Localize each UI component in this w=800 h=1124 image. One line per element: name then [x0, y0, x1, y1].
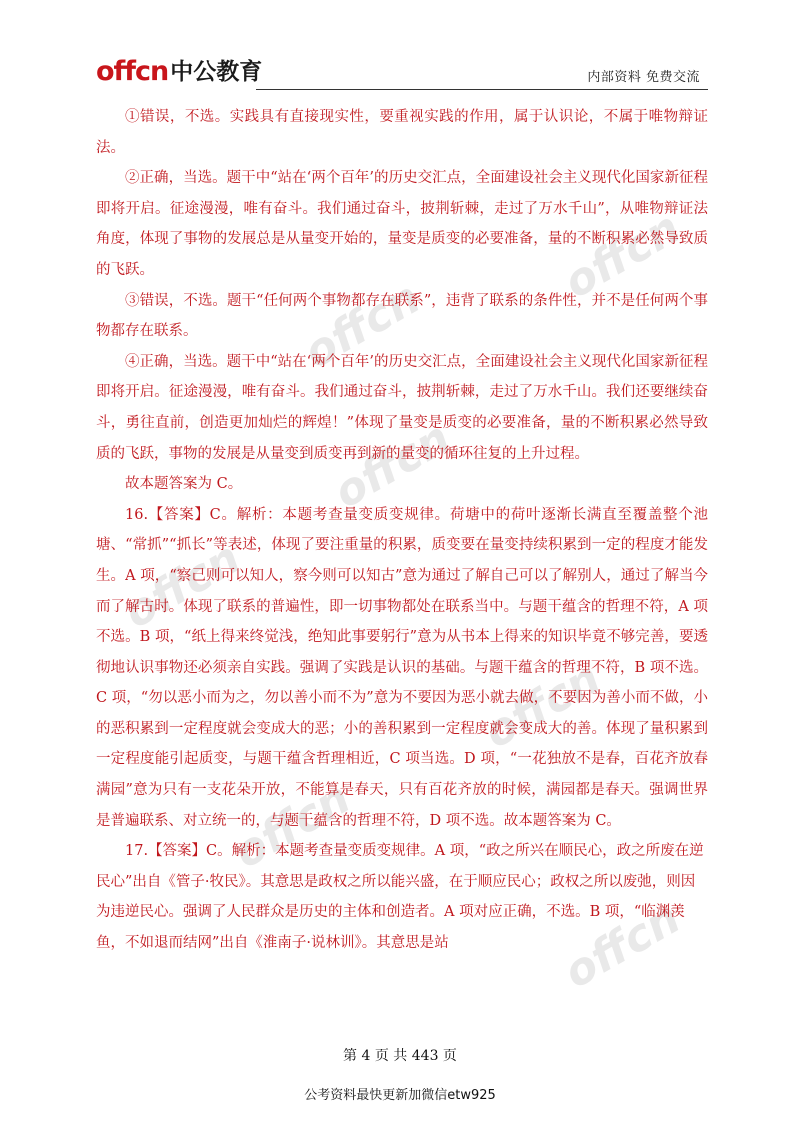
paragraph-item-3: ③错误，不选。题干“任何两个事物都存在联系”，违背了联系的条件性，并不是任何两个事物都存在联系。	[96, 292, 708, 340]
page-number: 第 4 页 共 443 页	[343, 1048, 457, 1064]
logo-latin-text: offcn	[96, 56, 169, 87]
paragraph-item-2: ②正确，当选。题干中“站在‘两个百年’的历史交汇点，全面建设社会主义现代化国家新征程即将开启。征途漫漫，唯有奋斗。我们通过奋斗，披荆斩棘，走过了万水千山”，从唯物辩证法角度，体现了事物的发展总是从量变开始的，量变是质变的必要准备，量的不断积累必然导致质的飞跃。	[96, 170, 708, 278]
paragraph-item-1: ①错误，不选。实践具有直接现实性，要重视实践的作用，属于认识论，不属于唯物辩证法。	[96, 109, 708, 156]
watermark-logo: offcn	[555, 202, 689, 309]
watermark-logo: offcn	[225, 772, 359, 879]
watermark-logo: offcn	[555, 892, 689, 999]
page-header	[96, 56, 708, 92]
watermark-logo: offcn	[475, 652, 609, 759]
header-rule	[256, 89, 708, 90]
answer-explanation-body	[96, 102, 708, 959]
paragraph-item-4: ④正确，当选。题干中“站在‘两个百年’的历史交汇点，全面建设社会主义现代化国家新征程即将开启。征途漫漫，唯有奋斗。我们通过奋斗，披荆斩棘，走过了万水千山。我们还要继续奋斗，勇往直前，创造更加灿烂的辉煌！”体现了量变是质变的必要准备，量的不断积累必然导致质的飞跃，事物的发展是从量变到质变再到新的量变的循环往复的上升过程。	[96, 353, 708, 462]
watermark-logo: offcn	[295, 272, 429, 379]
header-tagline: 内部资料 免费交流	[587, 70, 700, 85]
logo-chinese-text: 中公教育	[170, 59, 263, 85]
watermark-logo: offcn	[115, 532, 249, 639]
watermark-logo: offcn	[325, 412, 459, 519]
bottom-note: 公考资料最快更新加微信etw925	[304, 1088, 496, 1103]
offcn-logo	[96, 58, 262, 86]
paragraph-answer-conclusion: 故本题答案为 C。	[125, 476, 243, 493]
question-16-explanation: 16.【答案】C。解析：本题考查量变质变规律。荷塘中的荷叶逐渐长满直至覆盖整个池塘、“常抓”“抓长”等表述，体现了要注重量的积累，质变要在量变持续积累到一定的程度才能发生。A 项，“察己则可以知人，察今则可以知古”意为通过了解自己可以了解别人，通过了解当今而了解古时。体现了联系的普遍性，即一切事物都处在联系当中。与题干蕴含的哲理不符，A 项不选。B 项，“纸上得来终觉浅，绝知此事要躬行”意为从书本上得来的知识毕竟不够完善，要透彻地认识事物还必须亲自实践。强调了实践是认识的基础。与题干蕴含的哲理不符，B 项不选。C 项，“勿以恶小而为之，勿以善小而不为”意为不要因为恶小就去做，不要因为善小而不做，小的恶积累到一定程度就会变成大的恶；小的善积累到一定程度就会变成大的善。体现了量积累到一定程度能引起质变，与题干蕴含哲理相近，C 项当选。D 项，“一花独放不是春，百花齐放春满园”意为只有一支花朵开放，不能算是春天，只有百花齐放的时候，满园都是春天。强调世界是普遍联系、对立统一的，与题干蕴含的哲理不符，D 项不选。故本题答案为 C。	[96, 506, 708, 829]
question-17-explanation: 17.【答案】C。解析：本题考查量变质变规律。A 项，“政之所兴在顺民心，政之所废在逆民心”出自《管子·牧民》。其意思是政权之所以能兴盛，在于顺应民心；政权之所以废弛，则因为违逆民心。强调了人民群众是历史的主体和创造者。A 项对应正确，不选。B 项，“临渊羡鱼，不如退而结网”出自《淮南子·说林训》。其意思是站	[96, 843, 704, 952]
